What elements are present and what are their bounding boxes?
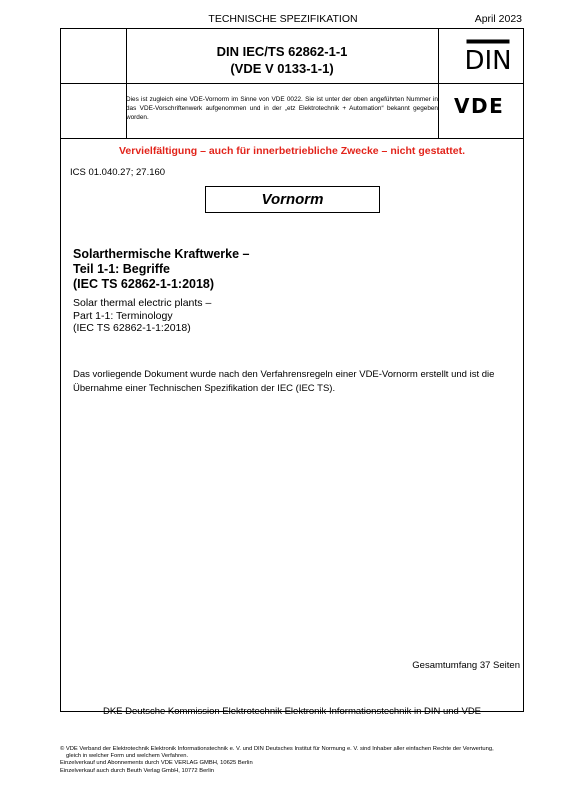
- title-german-line1: Solarthermische Kraftwerke –: [73, 247, 250, 261]
- frame-divider-row2: [60, 138, 524, 139]
- title-english: [73, 297, 211, 335]
- title-english-line2: Part 1-1: Terminology: [73, 309, 173, 322]
- status-box: Vornorm: [205, 186, 380, 213]
- din-logo-text: DIN: [466, 46, 510, 73]
- document-number-vde: (VDE V 0133-1-1): [230, 61, 334, 76]
- ics-code: ICS 01.040.27; 27.160: [70, 167, 166, 178]
- din-logo: [466, 39, 510, 73]
- intro-paragraph: Das vorliegende Dokument wurde nach den Verfahrensregeln einer VDE-Vornorm erstellt und ist die Übernahme einer Technischen Spezifikation der IEC (IEC TS).: [73, 369, 495, 394]
- publication-date: April 2023: [474, 13, 522, 25]
- copy-warning: Vervielfältigung – auch für innerbetriebliche Zwecke – nicht gestattet.: [118, 145, 465, 157]
- title-german-line2: Teil 1-1: Begriffe: [73, 262, 171, 276]
- document-number: [126, 43, 438, 77]
- footer-line3: Einzelverkauf und Abonnements durch VDE VERLAG GMBH, 10625 Berlin: [60, 760, 253, 767]
- frame-divider-row1: [60, 83, 524, 84]
- footer-line4: Einzelverkauf auch durch Beuth Verlag GmbH, 10772 Berlin: [60, 767, 215, 774]
- document-type-label: TECHNISCHE SPEZIFIKATION: [208, 13, 358, 25]
- vde-notice: Dies ist zugleich eine VDE-Vornorm im Sinne von VDE 0022. Sie ist unter der oben angeführten Nummer in das VDE-Vorschriftenwerk aufgenommen und in der „etz Elektrotechnik + Automation“ bekannt gegeben worden.: [126, 96, 438, 121]
- footer-line2: gleich in welcher Form und welchem Verfahren.: [66, 753, 189, 760]
- footer-line1: © VDE Verband der Elektrotechnik Elektronik Informationstechnik e. V. und DIN Deutsches Institut für Normung e. V. sind Inhaber aller einfachen Rechte der Verwertung,: [60, 746, 494, 752]
- committee-line: DKE Deutsche Kommission Elektrotechnik Elektronik Informationstechnik in DIN und VDE: [102, 706, 482, 717]
- vde-logo: VDE: [454, 94, 505, 118]
- document-number-din: DIN IEC/TS 62862-1-1: [216, 44, 348, 59]
- total-pages: Gesamtumfang 37 Seiten: [412, 660, 520, 671]
- copyright-footer: [60, 746, 494, 775]
- title-german: [73, 247, 249, 292]
- title-english-line3: (IEC TS 62862-1-1:2018): [73, 322, 191, 334]
- title-german-line3: (IEC TS 62862-1-1:2018): [73, 277, 215, 291]
- title-english-line1: Solar thermal electric plants –: [73, 297, 212, 309]
